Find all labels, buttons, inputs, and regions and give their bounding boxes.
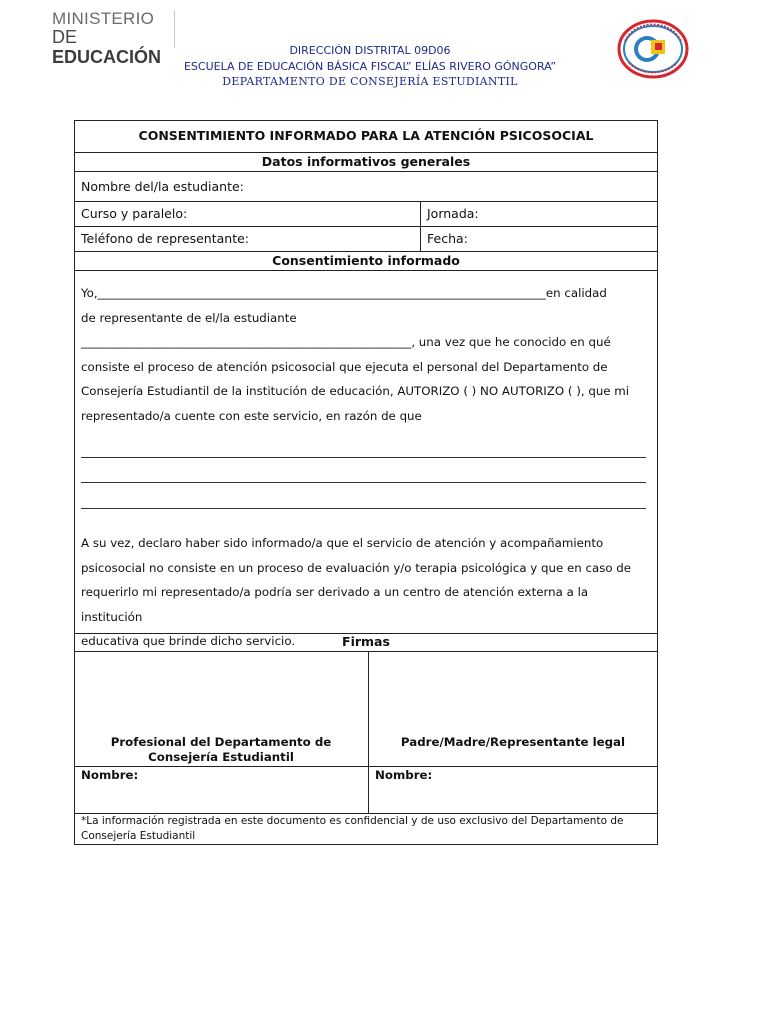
confidentiality-footnote: *La información registrada en este documento es confidencial y de uso exclusivo del Departamento de Consejería Estudiantil	[81, 815, 624, 842]
declaration-line: A su vez, declaro haber sido informado/a que el servicio de atención y acompañamiento	[81, 536, 604, 550]
name-left-label: Nombre:	[81, 768, 139, 782]
declaration-line: psicosocial no consiste en un proceso de evaluación y/o terapia psicológica y que en caso de	[81, 560, 632, 575]
student-name-label: Nombre del/la estudiante:	[81, 179, 244, 194]
section-general-info: Datos informativos generales	[261, 154, 471, 169]
consent-line: de representante de el/la estudiante	[81, 310, 297, 325]
consent-line: ________________________________________________________, una vez que he conocido en qué	[81, 335, 611, 349]
consent-line: Consejería Estudiantil de la institución de educación, AUTORIZO ( ) NO AUTORIZO ( ), que mi	[81, 384, 630, 398]
consent-line: Yo,____________________________________________________________________________en calidad	[81, 286, 607, 300]
declaration-line: requerirlo mi representado/a podría ser derivado a un centro de atención externa a la institución	[81, 585, 589, 624]
school-seal-logo	[617, 19, 689, 79]
signature-professional-label: Profesional del Departamento de Consejería Estudiantil	[110, 735, 332, 764]
consent-paragraph	[81, 281, 651, 428]
form-title: CONSENTIMIENTO INFORMADO PARA LA ATENCIÓN PSICOSOCIAL	[138, 128, 594, 143]
section-consent: Consentimiento informado	[272, 253, 460, 268]
section-signatures: Firmas	[342, 634, 390, 649]
schedule-label: Jornada:	[427, 206, 479, 221]
ministry-logo	[52, 9, 176, 67]
signature-guardian-label: Padre/Madre/Representante legal	[400, 735, 626, 749]
phone-label: Teléfono de representante:	[81, 231, 250, 246]
course-label: Curso y paralelo:	[81, 206, 188, 221]
reason-blank-line	[81, 457, 646, 459]
ministry-logo-line1: MINISTERIO	[52, 9, 155, 28]
consent-line: consiste el proceso de atención psicosocial que ejecuta el personal del Departamento de	[81, 359, 608, 374]
declaration-line: educativa que brinde dicho servicio.	[81, 634, 296, 648]
reason-blank-line	[81, 482, 646, 484]
header-school: ESCUELA DE EDUCACIÓN BÁSICA FISCAL” ELÍAS RIVERO GÓNGORA”	[183, 60, 557, 73]
header-department: DEPARTAMENTO DE CONSEJERÍA ESTUDIANTIL	[222, 75, 518, 88]
header-district: DIRECCIÓN DISTRITAL 09D06	[289, 44, 451, 57]
ministry-logo-line2: DE EDUCACIÓN	[52, 27, 162, 67]
name-right-label: Nombre:	[375, 768, 433, 782]
consent-line: representado/a cuente con este servicio, en razón de que	[81, 408, 422, 423]
reason-blank-line	[81, 508, 646, 510]
date-label: Fecha:	[427, 231, 468, 246]
